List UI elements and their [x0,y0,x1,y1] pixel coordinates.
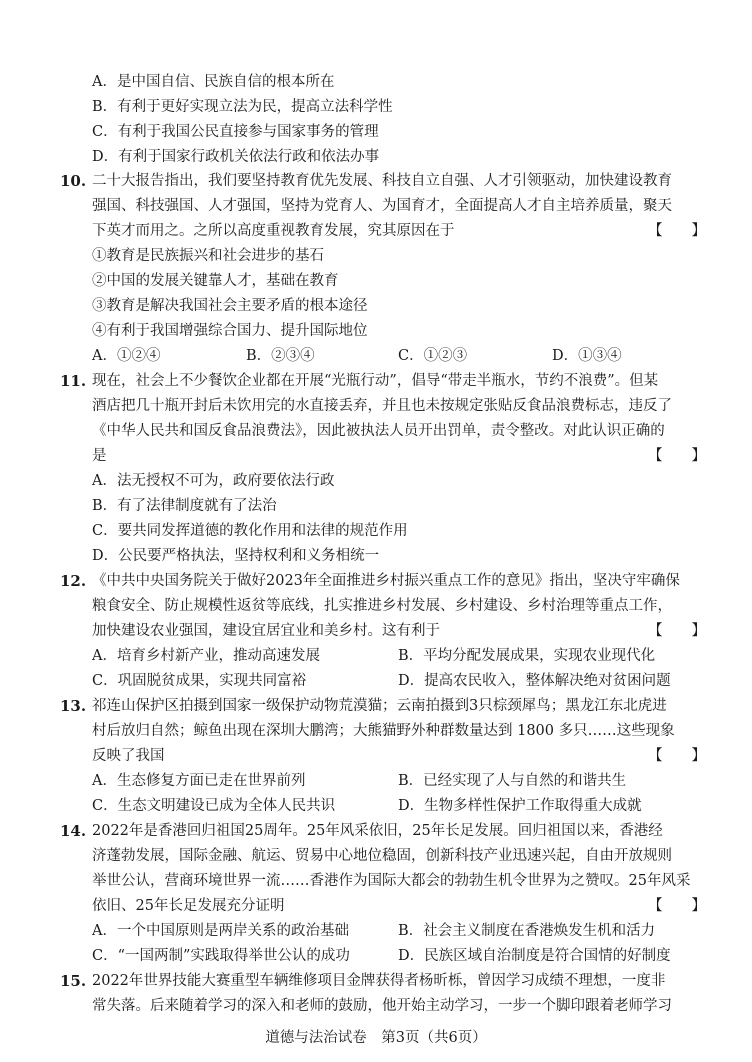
q10-stem-line: 下英才而用之。之所以高度重视教育发展，究其原因在于 [92,223,455,239]
page-footer: 道德与法治试卷 第3页（共6页） [265,1030,487,1046]
q12-option-a: A．培育乡村新产业，推动高速发展 [92,648,320,664]
q14-option-a: A．一个中国原则是两岸关系的政治基础 [92,923,349,939]
q10-item: ④有利于我国增强综合国力、提升国际地位 [92,323,368,339]
q10-stem-line: 强国、科技强国、人才强国，坚持为党育人、为国育才，全面提高人才自主培养质量，聚天 [92,198,672,214]
q10-item: ②中国的发展关键靠人才，基础在教育 [92,273,339,289]
q11-option-b: B．有了法律制度就有了法治 [92,498,277,514]
q14-option-b: B．社会主义制度在香港焕发生机和活力 [398,923,656,939]
q10-option-c: C．①②③ [398,348,468,364]
q13-stem-line: 村后放归自然；鲸鱼出现在深圳大鹏湾；大熊猫野外种群数量达到 1800 多只……这些现象 [92,723,675,739]
q15-number: 15. [60,972,87,990]
q10-option-a: A．①②④ [92,348,161,364]
q10-option-d: D．①③④ [552,348,622,364]
q14-number: 14. [60,822,87,840]
q11-answer-bracket: 【 】 [648,448,706,464]
q13-option-c: C．生态文明建设已成为全体人民共识 [92,798,336,814]
q12-option-b: B．平均分配发展成果，实现农业现代化 [398,648,656,664]
q12-stem-line: 加快建设农业强国，建设宜居宜业和美乡村。这有利于 [92,623,440,639]
q11-option-c: C．要共同发挥道德的教化作用和法律的规范作用 [92,523,408,539]
q12-option-c: C．巩固脱贫成果，实现共同富裕 [92,673,307,689]
q14-stem-line: 依旧、25年长足发展充分证明 [92,898,285,914]
q13-option-d: D．生物多样性保护工作取得重大成就 [398,798,642,814]
q14-stem-line: 济蓬勃发展，国际金融、航运、贸易中心地位稳固，创新科技产业迅速兴起，自由开放规则 [92,848,672,864]
q11-stem-line: 现在，社会上不少餐饮企业都在开展“光瓶行动”，倡导“带走半瓶水，节约不浪费”。但某 [92,373,659,389]
q14-answer-bracket: 【 】 [648,898,706,914]
q9-option-c: C．有利于我国公民直接参与国家事务的管理 [92,124,379,140]
q9-option-d: D．有利于国家行政机关依法行政和依法办事 [92,149,380,165]
q9-option-b: B．有利于更好实现立法为民，提高立法科学性 [92,99,393,115]
q13-option-a: A．生态修复方面已走在世界前列 [92,773,306,789]
q12-stem-line: 粮食安全、防止规模性返贫等底线，扎实推进乡村发展、乡村建设、乡村治理等重点工作， [92,598,672,614]
q11-stem-line: 酒店把几十瓶开封后未饮用完的水直接丢弃，并且也未按规定张贴反食品浪费标志，违反了 [92,398,672,414]
q13-stem-line: 祁连山保护区拍摄到国家一级保护动物荒漠猫；云南拍摄到3只棕颈犀鸟；黑龙江东北虎进 [92,698,667,714]
q15-stem-line: 2022年世界技能大赛重型车辆维修项目金牌获得者杨昕栎，曾因学习成绩不理想，一度非 [92,973,666,989]
q10-stem-line: 二十大报告指出，我们要坚持教育优先发展、科技自立自强、人才引领驱动，加快建设教育 [92,173,672,189]
q10-option-b: B．②③④ [246,348,315,364]
q14-stem-line: 举世公认，营商环境世界一流……香港作为国际大都会的勃勃生机令世界为之赞叹。25年风采 [92,873,691,889]
q12-answer-bracket: 【 】 [648,623,706,639]
q13-option-b: B．已经实现了人与自然的和谐共生 [398,773,627,789]
q14-option-d: D．民族区域自治制度是符合国情的好制度 [398,948,671,964]
q14-option-c: C．“一国两制”实践取得举世公认的成功 [92,948,350,964]
q11-option-d: D．公民要严格执法，坚持权利和义务相统一 [92,548,380,564]
q12-number: 12. [60,572,87,590]
q10-item: ①教育是民族振兴和社会进步的基石 [92,248,324,264]
q13-answer-bracket: 【 】 [648,748,706,764]
q11-option-a: A．法无授权不可为，政府要依法行政 [92,473,335,489]
q9-option-a: A．是中国自信、民族自信的根本所在 [92,74,335,90]
q13-number: 13. [60,697,87,715]
q10-item: ③教育是解决我国社会主要矛盾的根本途径 [92,298,368,314]
q12-stem-line: 《中共中央国务院关于做好2023年全面推进乡村振兴重点工作的意见》指出，坚决守牢确保 [92,573,680,589]
q11-stem-line: 《中华人民共和国反食品浪费法》，因此被执法人员开出罚单，责令整改。对此认识正确的 [92,423,665,439]
q11-stem-line: 是 [92,448,107,464]
q10-answer-bracket: 【 】 [648,223,706,239]
q12-option-d: D．提高农民收入，整体解决绝对贫困问题 [398,673,671,689]
q15-stem-line: 常失落。后来随着学习的深入和老师的鼓励，他开始主动学习，一步一个脚印跟着老师学习 [92,998,672,1014]
q14-stem-line: 2022年是香港回归祖国25周年。25年风采依旧，25年长足发展。回归祖国以来，香港经 [92,823,663,839]
q10-number: 10. [60,172,87,190]
q11-number: 11. [60,372,87,390]
q13-stem-line: 反映了我国 [92,748,165,764]
